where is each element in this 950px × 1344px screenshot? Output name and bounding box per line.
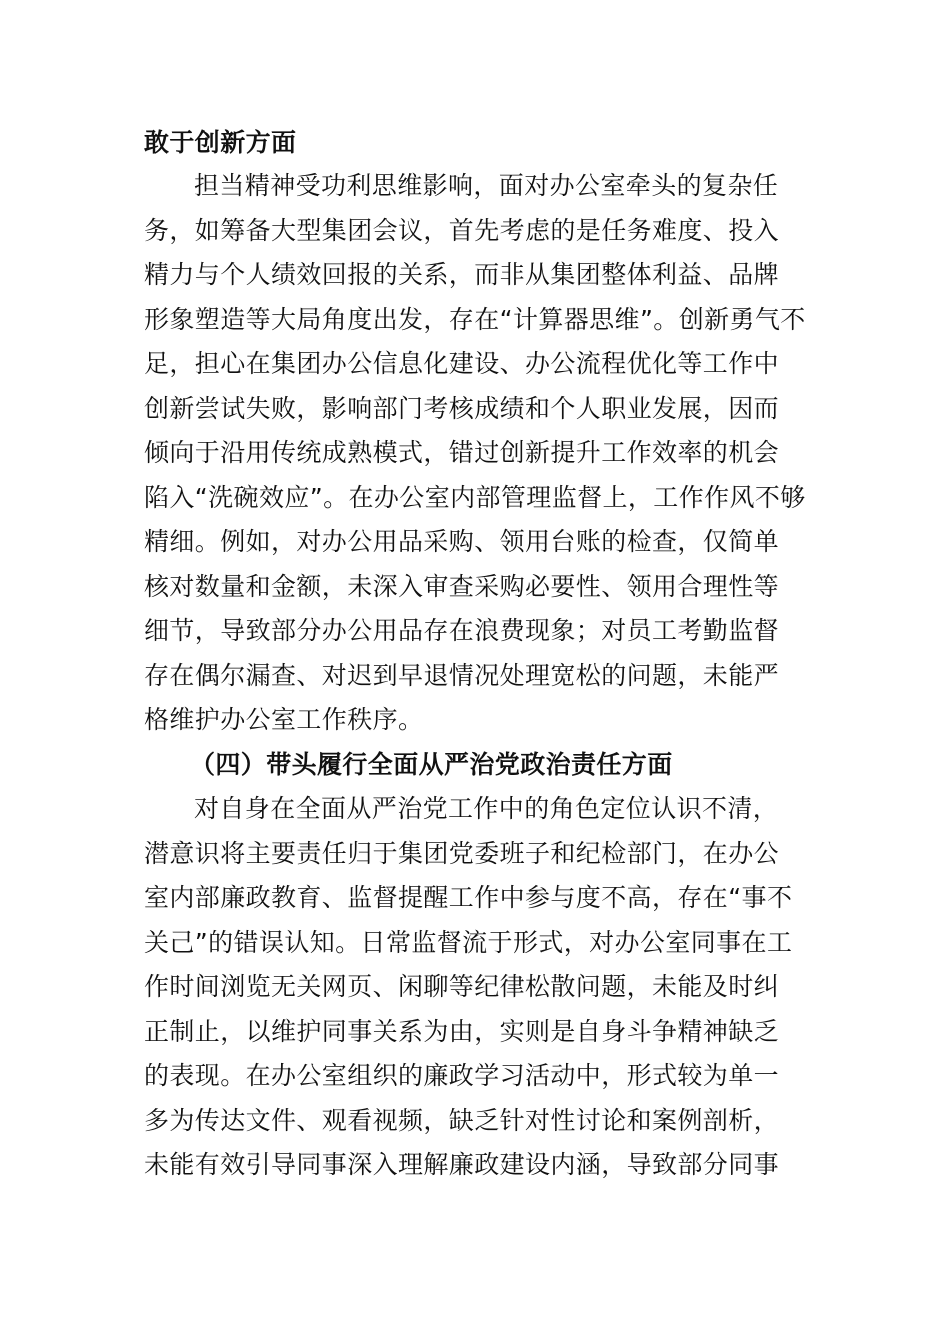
paragraph-line: 足，担心在集团办公信息化建设、办公流程优化等工作中 (144, 349, 780, 378)
paragraph-line: 形象塑造等大局角度出发，存在“计算器思维”。创新勇气不 (144, 305, 806, 334)
paragraph-line: 核对数量和金额，未深入审查采购必要性、领用合理性等 (144, 572, 780, 601)
paragraph-line: 创新尝试失败，影响部门考核成绩和个人职业发展，因而 (144, 394, 780, 423)
paragraph-line: 存在偶尔漏查、对迟到早退情况处理宽松的问题，未能严 (144, 661, 780, 690)
paragraph-line: 倾向于沿用传统成熟模式，错过创新提升工作效率的机会 (144, 438, 780, 467)
section-4-heading: （四）带头履行全面从严治党政治责任方面 (190, 750, 673, 779)
paragraph-line: 正制止，以维护同事关系为由，实则是自身斗争精神缺乏 (144, 1017, 780, 1046)
section-heading: 敢于创新方面 (144, 128, 297, 157)
paragraph-line: 的表现。在办公室组织的廉政学习活动中，形式较为单一 (144, 1061, 780, 1090)
paragraph-line: 对自身在全面从严治党工作中的角色定位认识不清， (194, 794, 779, 823)
paragraph-line: 精细。例如，对办公用品采购、领用台账的检查，仅简单 (144, 527, 780, 556)
paragraph-line: 担当精神受功利思维影响，面对办公室牵头的复杂任 (194, 171, 779, 200)
paragraph-line: 多为传达文件、观看视频，缺乏针对性讨论和案例剖析， (144, 1106, 780, 1135)
paragraph-line: 格维护办公室工作秩序。 (144, 705, 424, 734)
paragraph-line: 务，如筹备大型集团会议，首先考虑的是任务难度、投入 (144, 216, 780, 245)
paragraph-line: 陷入“洗碗效应”。在办公室内部管理监督上，工作作风不够 (144, 483, 806, 512)
paragraph-line: 潜意识将主要责任归于集团党委班子和纪检部门，在办公 (144, 839, 780, 868)
paragraph-line: 关己”的错误认知。日常监督流于形式，对办公室同事在工 (144, 928, 793, 957)
paragraph-line: 未能有效引导同事深入理解廉政建设内涵，导致部分同事 (144, 1150, 780, 1179)
paragraph-line: 细节，导致部分办公用品存在浪费现象；对员工考勤监督 (144, 616, 780, 645)
paragraph-line: 作时间浏览无关网页、闲聊等纪律松散问题，未能及时纠 (144, 972, 780, 1001)
paragraph-line: 精力与个人绩效回报的关系，而非从集团整体利益、品牌 (144, 260, 780, 289)
paragraph-line: 室内部廉政教育、监督提醒工作中参与度不高，存在“事不 (144, 883, 793, 912)
